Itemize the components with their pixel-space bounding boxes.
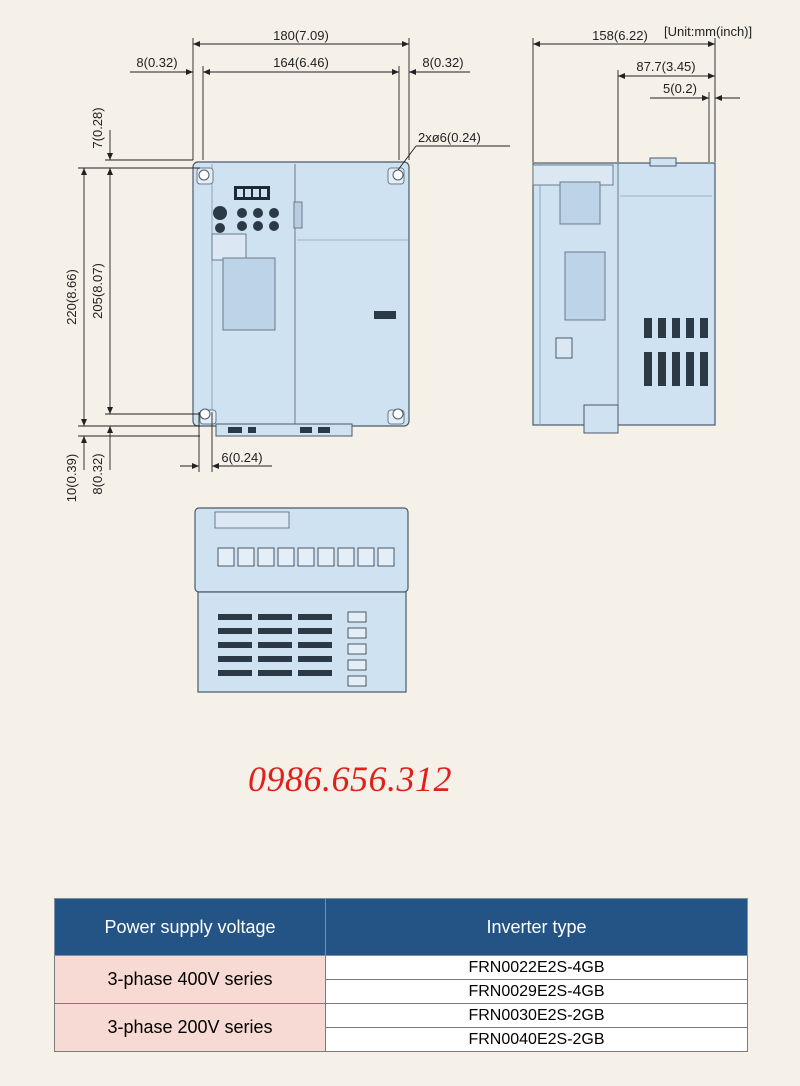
table-row <box>55 1004 748 1028</box>
side-view <box>533 158 715 433</box>
dim-side-depth: 158(6.22) <box>592 28 648 43</box>
inverter-table <box>54 898 748 1052</box>
voltage-cell: 3-phase 400V series <box>55 956 326 1004</box>
mounting-hole-bottom-left <box>200 409 210 419</box>
phone-number: 0986.656.312 <box>248 759 452 799</box>
dim-top-offset: 7(0.28) <box>90 107 105 149</box>
front-view <box>193 162 409 436</box>
dim-front-margin-right: 8(0.32) <box>422 55 464 70</box>
dim-height-total: 220(8.66) <box>64 269 79 325</box>
header-voltage: Power supply voltage <box>55 899 326 956</box>
dim-bottom-8: 8(0.32) <box>90 453 105 495</box>
dim-front-margin-left: 8(0.32) <box>136 55 178 70</box>
mounting-hole-bottom-right <box>393 409 403 419</box>
inverter-type-cell: FRN0029E2S-4GB <box>326 980 748 1004</box>
dim-hole-spec: 2xø6(0.24) <box>418 130 481 145</box>
inverter-type-cell: FRN0040E2S-2GB <box>326 1028 748 1052</box>
inverter-type-cell: FRN0030E2S-2GB <box>326 1004 748 1028</box>
dim-side-87: 87.7(3.45) <box>636 59 696 74</box>
table-header-row <box>55 899 748 956</box>
dim-front-hole-pitch: 164(6.46) <box>273 55 329 70</box>
voltage-cell: 3-phase 200V series <box>55 1004 326 1052</box>
table-row <box>55 956 748 980</box>
dim-front-width: 180(7.09) <box>273 28 329 43</box>
inverter-type-cell: FRN0022E2S-4GB <box>326 956 748 980</box>
brand-label <box>374 311 396 319</box>
dim-height-hole-pitch: 205(8.07) <box>90 263 105 319</box>
mounting-hole-top-left <box>199 170 209 180</box>
dim-foot-width: 6(0.24) <box>221 450 263 465</box>
dim-side-5: 5(0.2) <box>663 81 697 96</box>
dim-bottom-10: 10(0.39) <box>64 453 79 503</box>
unit-note: [Unit:mm(inch)] <box>664 24 753 39</box>
bottom-view <box>195 508 408 692</box>
header-inverter-type: Inverter type <box>326 899 748 956</box>
mounting-hole-top-right <box>393 170 403 180</box>
